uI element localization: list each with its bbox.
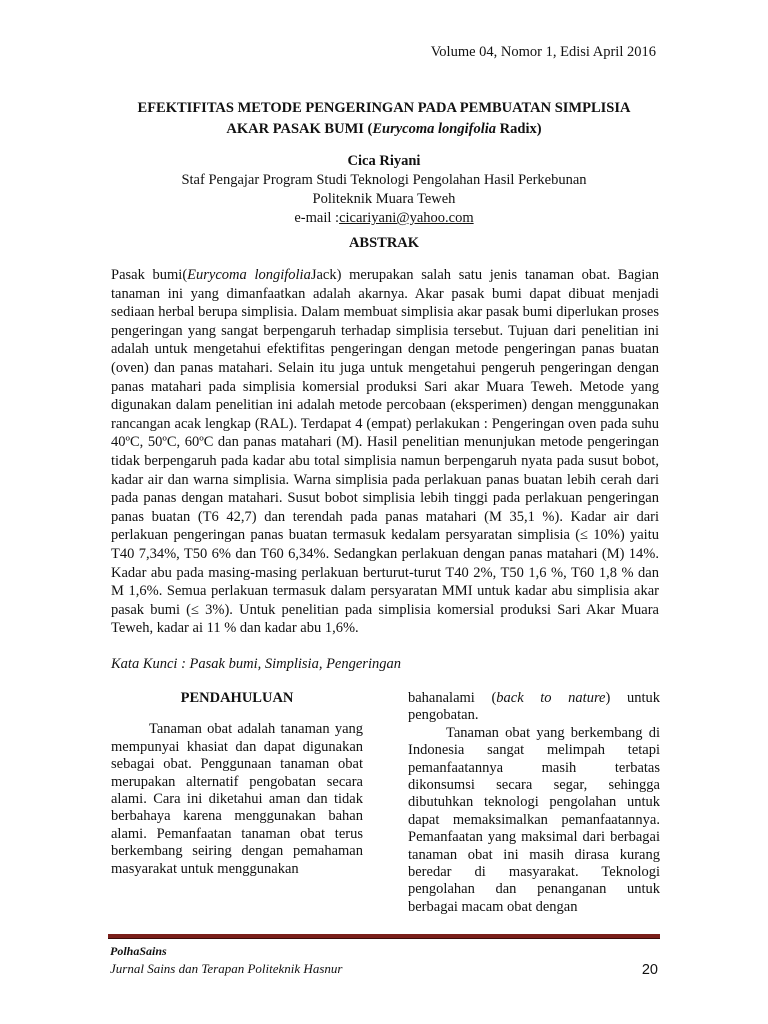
paragraph [408,690,660,725]
right-column [408,690,660,916]
author-name: Cica Riyani [347,153,421,169]
author-affiliation: Staf Pengajar Program Studi Teknologi Pengolahan Hasil Perkebunan [181,172,587,188]
page-number: 20 [641,962,658,978]
title-line-2 [0,119,768,140]
title-line-1: EFEKTIFITAS METODE PENGERINGAN PADA PEMBUATAN SIMPLISIA [137,100,631,116]
journal-name: Jurnal Sains dan Terapan Politeknik Hasnur [110,961,343,976]
email-label: e-mail : [294,210,340,226]
title-species: Eurycoma longifolia [372,121,497,137]
paper-title [0,98,768,140]
abstract-text: Jack) merupakan salah satu jenis tanaman obat. Bagian tanaman ini yang dimanfaatkan adalah akarnya. Akar pasak bumi dapat dibuat menjadi sediaan herbal berupa simplisia. Dalam membuat simplisia akar pasak bumi diperlukan proses pengeringan yang sangat berpengaruh terhadap simplisia tersebut. Tujuan dari penelitian ini adalah untuk mengetahui efektifitas pengeringan dengan metode pengeringan panas buatan (oven) dan panas matahari. Selain itu juga untuk mengetahui pengeruh pengeringan dengan panas matahari pada simplisia komersial produksi Sari akar Muara Teweh. Metode yang digunakan dalam penelitian ini adalah metode percobaan (eksperimen) dengan menggunakan rancangan acak lengkap (RAL). Terdapat 4 (empat) perlakukan : Pengeringan oven pada suhu 40ºC, 50ºC, 60ºC dan panas matahari (M). Hasil penelitian menunjukan metode pengeringan tidak berpengaruh pada kadar abu total simplisia namun berpengaruh nyata pada susut bobot, kadar air dan warna simplisia. Warna simplisia pada perlakuan panas buatan lebih cerah dari pada panas dengan matahari. Susut bobot simplisia lebih tinggi pada perlakuan pengeringan panas buatan (T6 42,7) dan terendah pada panas matahari (M 35,1 %). Kadar air dari perlakuan pengeringan panas buatan termasuk kedalam persyaratan simplisia (≤ 10%) yaitu T40 7,34%, T50 6% dan T60 6,34%. Sedangkan perlakuan dengan panas matahari (M) 14%. Kadar abu pada masing-masing perlakuan berturut-turut T40 2%, T50 1,6 %, T60 1,8 % dan M 1,6%. Semua perlakuan termasuk dalam persyaratan MMI untuk kadar abu simplisia akar pasak bumi (≤ 3%). Untuk penelitian pada simplisia komersial produksi Sari Akar Muara Teweh, kadar ai 11 % dan kadar abu 1,6%. [111,267,659,637]
paragraph-italic: back to nature [496,690,606,706]
paragraph-text: ) untuk pengobatan. [408,690,660,724]
author-institution: Politeknik Muara Teweh [312,191,456,207]
abstract-species: Eurycoma longifolia [187,267,311,283]
abstract-text: Pasak bumi( [111,267,188,283]
footer-divider [108,934,660,939]
title-text: AKAR PASAK BUMI ( [226,121,373,137]
author-email-line [0,209,768,228]
keywords: Kata Kunci : Pasak bumi, Simplisia, Pengeringan [111,656,401,672]
abstract-body [111,266,659,638]
author-block [0,152,768,228]
journal-volume: Volume 04, Nomor 1, Edisi April 2016 [430,44,656,60]
author-email-link[interactable]: cicariyani@yahoo.com [339,210,474,226]
left-column [111,690,363,878]
paragraph-text: bahanalami ( [408,690,497,706]
title-text: Radix) [496,121,542,137]
paragraph: Tanaman obat adalah tanaman yang mempunyai khasiat dan dapat digunakan sebagai obat. Penggunaan tanaman obat merupakan alternatif pengobatan secara alami. Cara ini diketahui aman dan tidak berbahaya karena menggunakan bahan alami. Pemanfaatan tanaman obat terus berkembang seiring dengan pemahaman masyarakat untuk menggunakan [111,721,363,877]
abstract-heading: ABSTRAK [348,235,420,251]
journal-brand-logo: PolhaSains [110,944,167,958]
paragraph: Tanaman obat yang berkembang di Indonesia sangat melimpah tetapi pemanfaatannya masih terbatas dikonsumsi secara segar, sehingga dibutuhkan teknologi pengolahan untuk dapat memaksimalkan pemanfaatannya. Pemanfaatan yang maksimal dari berbagai tanaman obat ini masih dirasa kurang beredar di masyarakat. Teknologi pengolahan dan penanganan untuk berbagai macam obat dengan [408,724,660,915]
section-heading: PENDAHULUAN [180,690,294,706]
